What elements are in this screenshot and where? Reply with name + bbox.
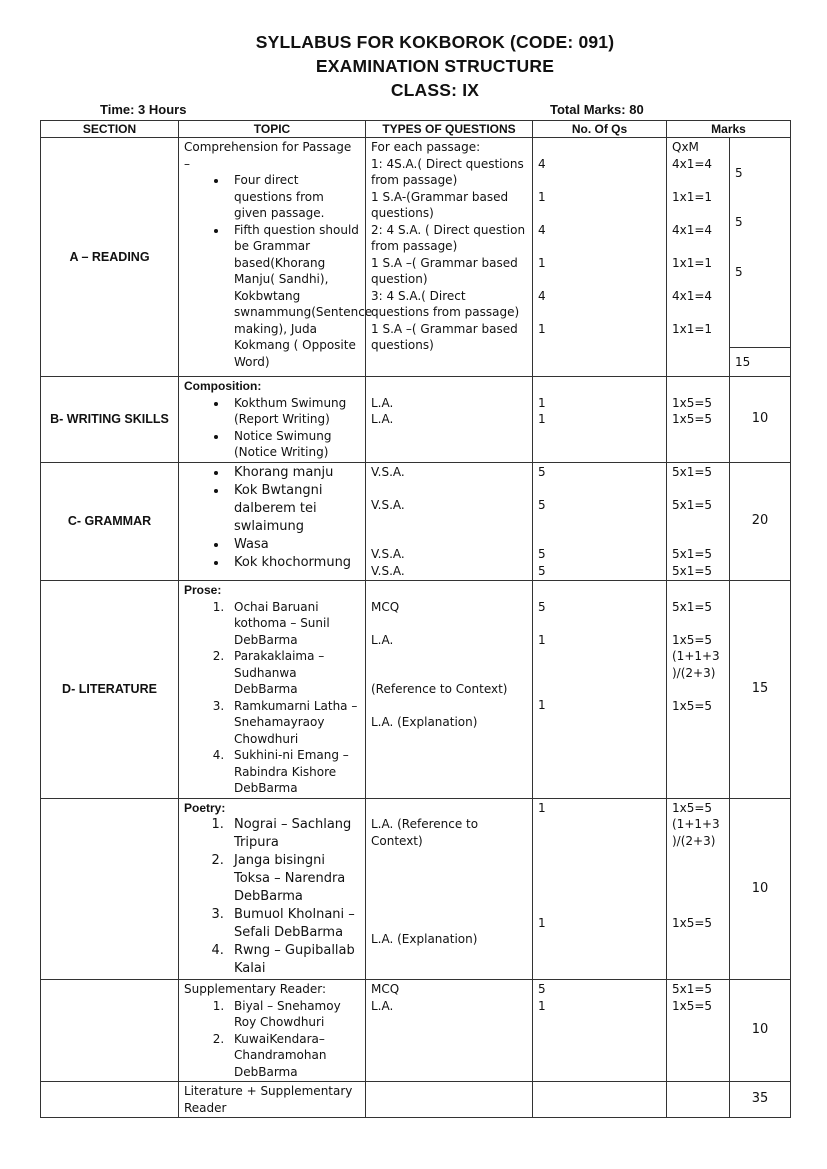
reading-subtotal: 5 [735, 165, 743, 180]
poetry-item: 1. Nograi – Sachlang Tripura [228, 816, 360, 852]
prose-qxm-item: 5x1=5 [672, 599, 713, 614]
total-marks: Total Marks: 80 [550, 102, 644, 117]
prose-qxm [667, 581, 730, 799]
grammar-qxm-item: 5x1=5 [672, 464, 713, 479]
grammar-type: V.S.A. [371, 464, 405, 479]
grammar-item: • Khorang manju [228, 464, 360, 482]
supplementary-section-empty [41, 980, 179, 1082]
title-line-2: EXAMINATION STRUCTURE [315, 56, 555, 76]
grammar-qxm-item: 5x1=5 [672, 563, 713, 578]
prose-heading: Prose: [184, 583, 222, 597]
reading-type: 1 S.A –( Grammar based questions) [371, 321, 518, 352]
reading-count: 1 [538, 189, 546, 204]
reading-qxm [667, 138, 730, 377]
reading-count: 1 [538, 321, 546, 336]
prose-count: 1 [538, 698, 546, 712]
reading-qxm-item: 1x1=1 [672, 189, 713, 204]
literature-total: 35 [730, 1082, 791, 1118]
literature-total-count-empty [533, 1082, 667, 1118]
prose-item: 4. Sukhini-ni Emang – Rabindra Kishore DebBarma [228, 747, 360, 797]
prose-qxm-item: 1x5=5 [672, 632, 713, 647]
grammar-count: 5 [538, 464, 546, 479]
writing-qxm-item: 1x5=5 [672, 412, 713, 426]
poetry-counts [533, 798, 667, 980]
writing-row [41, 377, 791, 463]
grammar-section: C- GRAMMAR [41, 462, 179, 581]
poetry-qxm-item: (1+1+3 )/(2+3) [672, 817, 720, 848]
reading-topic-item: • Fifth question should be Grammar based(Khorang Manju( Sandhi), Kokbwtang swnammung(Sentence making), Juda Kokmang ( Opposite Word) [228, 222, 360, 371]
reading-qxm-item: 4x1=4 [672, 156, 713, 171]
grammar-qxm-item: 5x1=5 [672, 547, 713, 561]
reading-row [41, 138, 791, 348]
poetry-item: 2. Janga bisingni Toksa – Narendra DebBarma [228, 852, 360, 906]
supplementary-topic [179, 980, 366, 1082]
poetry-qxm-item: 1x5=5 [672, 915, 713, 930]
writing-count: 1 [538, 412, 546, 426]
reading-type: 3: 4 S.A.( Direct questions from passage) [371, 288, 520, 319]
reading-count: 4 [538, 288, 546, 303]
poetry-topic [179, 798, 366, 980]
supplementary-type: MCQ [371, 982, 400, 996]
writing-item: • Notice Swimung (Notice Writing) [228, 428, 360, 461]
writing-types [366, 377, 533, 463]
writing-qxm-item: 1x5=5 [672, 395, 713, 410]
prose-item: 3. Ramkumarni Latha – Snehamayraoy Chowdhuri [228, 698, 360, 748]
writing-qxm [667, 377, 730, 463]
supplementary-item: 2. KuwaiKendara– Chandramohan DebBarma [228, 1031, 360, 1081]
poetry-total: 10 [730, 798, 791, 980]
supplementary-count: 1 [538, 998, 546, 1013]
poetry-qxm [667, 798, 730, 980]
poetry-heading: Poetry: [184, 800, 226, 815]
header-row [41, 121, 791, 138]
literature-total-qxm-empty [667, 1082, 730, 1118]
reading-type: For each passage: [371, 140, 481, 154]
title-line-1: SYLLABUS FOR KOKBOROK (CODE: 091) [255, 32, 615, 52]
header-marks: Marks [667, 121, 791, 138]
grammar-count: 5 [538, 563, 546, 578]
poetry-count: 1 [538, 800, 546, 815]
grammar-qxm [667, 462, 730, 581]
grammar-type: V.S.A. [371, 497, 405, 512]
prose-type: L.A. (Explanation) [371, 715, 478, 729]
syllabus-table [40, 120, 791, 1118]
reading-topic-intro: Comprehension for Passage – [184, 140, 352, 171]
prose-topic [179, 581, 366, 799]
supplementary-qxm [667, 980, 730, 1082]
prose-item: 2. Parakaklaima – Sudhanwa DebBarma [228, 648, 360, 698]
writing-heading: Composition: [184, 379, 262, 393]
supplementary-total: 10 [730, 980, 791, 1082]
grammar-qxm-item: 5x1=5 [672, 497, 713, 512]
literature-total-label: Literature + Supplementary Reader [179, 1082, 366, 1118]
literature-total-types-empty [366, 1082, 533, 1118]
header-no-of-qs: No. Of Qs [533, 121, 667, 138]
writing-type: L.A. [371, 395, 394, 410]
grammar-item: • Kok khochormung [228, 554, 360, 572]
reading-qxm-item: 1x1=1 [672, 255, 713, 270]
prose-type: L.A. [371, 632, 394, 647]
prose-counts [533, 581, 667, 799]
poetry-item: 4. Rwng – Gupiballab Kalai [228, 942, 360, 978]
header-section: SECTION [41, 121, 179, 138]
poetry-section-empty [41, 798, 179, 980]
poetry-qxm-item: 1x5=5 [672, 800, 713, 815]
grammar-count: 5 [538, 547, 546, 561]
supplementary-item: 1. Biyal – Snehamoy Roy Chowdhuri [228, 998, 360, 1031]
title-line-3: CLASS: IX [390, 80, 480, 100]
exam-time: Time: 3 Hours [100, 102, 187, 117]
reading-type: 1 S.A-(Grammar based questions) [371, 189, 509, 220]
prose-types [366, 581, 533, 799]
poetry-type: L.A. (Explanation) [371, 932, 478, 946]
grammar-topic [179, 462, 366, 581]
literature-section: D- LITERATURE [41, 581, 179, 799]
reading-section: A – READING [41, 138, 179, 377]
reading-type: 1: 4S.A.( Direct questions from passage) [371, 156, 524, 187]
prose-qxm-item: (1+1+3 )/(2+3) [672, 649, 720, 680]
writing-item: • Kokthum Swimung (Report Writing) [228, 395, 360, 428]
reading-qxm-item: 4x1=4 [672, 288, 713, 303]
reading-types [366, 138, 533, 377]
supplementary-count: 5 [538, 982, 546, 996]
prose-row [41, 581, 791, 799]
supplementary-row [41, 980, 791, 1082]
supplementary-qxm-item: 1x5=5 [672, 998, 713, 1013]
reading-count: 1 [538, 255, 546, 270]
poetry-types [366, 798, 533, 980]
reading-subtotal: 5 [735, 264, 743, 279]
document-titles [0, 30, 827, 102]
reading-type: 2: 4 S.A. ( Direct question from passage) [371, 222, 526, 253]
writing-topic [179, 377, 366, 463]
supplementary-heading: Supplementary Reader: [184, 982, 327, 996]
poetry-item: 3. Bumuol Kholnani – Sefali DebBarma [228, 906, 360, 942]
grammar-type: V.S.A. [371, 563, 405, 578]
prose-total: 15 [730, 581, 791, 799]
writing-count: 1 [538, 395, 546, 410]
supplementary-qxm-item: 5x1=5 [672, 982, 713, 996]
writing-section: B- WRITING SKILLS [41, 377, 179, 463]
reading-type: 1 S.A –( Grammar based question) [371, 255, 518, 286]
grammar-row [41, 462, 791, 581]
writing-total: 10 [730, 377, 791, 463]
grammar-item: • Kok Bwtangni dalberem tei swlaimung [228, 482, 360, 536]
reading-qxm-item: 4x1=4 [672, 222, 713, 237]
prose-type: (Reference to Context) [371, 682, 508, 696]
prose-item: 1. Ochai Baruani kothoma – Sunil DebBarma [228, 599, 360, 649]
writing-type: L.A. [371, 412, 394, 426]
literature-total-row [41, 1082, 791, 1118]
grammar-type: V.S.A. [371, 547, 405, 561]
prose-qxm-item: 1x5=5 [672, 698, 713, 713]
prose-count: 5 [538, 599, 546, 614]
grammar-counts [533, 462, 667, 581]
reading-counts [533, 138, 667, 377]
grammar-total: 20 [730, 462, 791, 581]
grammar-types [366, 462, 533, 581]
poetry-row [41, 798, 791, 980]
literature-total-empty [41, 1082, 179, 1118]
reading-qxm-item: 1x1=1 [672, 321, 713, 336]
prose-type: MCQ [371, 599, 400, 614]
grammar-item: • Wasa [228, 536, 360, 554]
poetry-type: L.A. (Reference to Context) [371, 817, 479, 848]
reading-count: 4 [538, 156, 546, 171]
supplementary-counts [533, 980, 667, 1082]
grammar-count: 5 [538, 497, 546, 512]
reading-qxm-head: QxM [672, 140, 699, 154]
poetry-count: 1 [538, 915, 546, 930]
header-types: TYPES OF QUESTIONS [366, 121, 533, 138]
reading-total: 15 [730, 348, 791, 377]
reading-topic-item: • Four direct questions from given passage. [228, 172, 360, 222]
header-topic: TOPIC [179, 121, 366, 138]
reading-topic [179, 138, 373, 377]
reading-count: 4 [538, 222, 546, 237]
prose-count: 1 [538, 632, 546, 647]
supplementary-type: L.A. [371, 998, 394, 1013]
supplementary-types [366, 980, 533, 1082]
writing-counts [533, 377, 667, 463]
reading-subtotal: 5 [735, 215, 743, 229]
reading-subtotals [730, 138, 791, 348]
